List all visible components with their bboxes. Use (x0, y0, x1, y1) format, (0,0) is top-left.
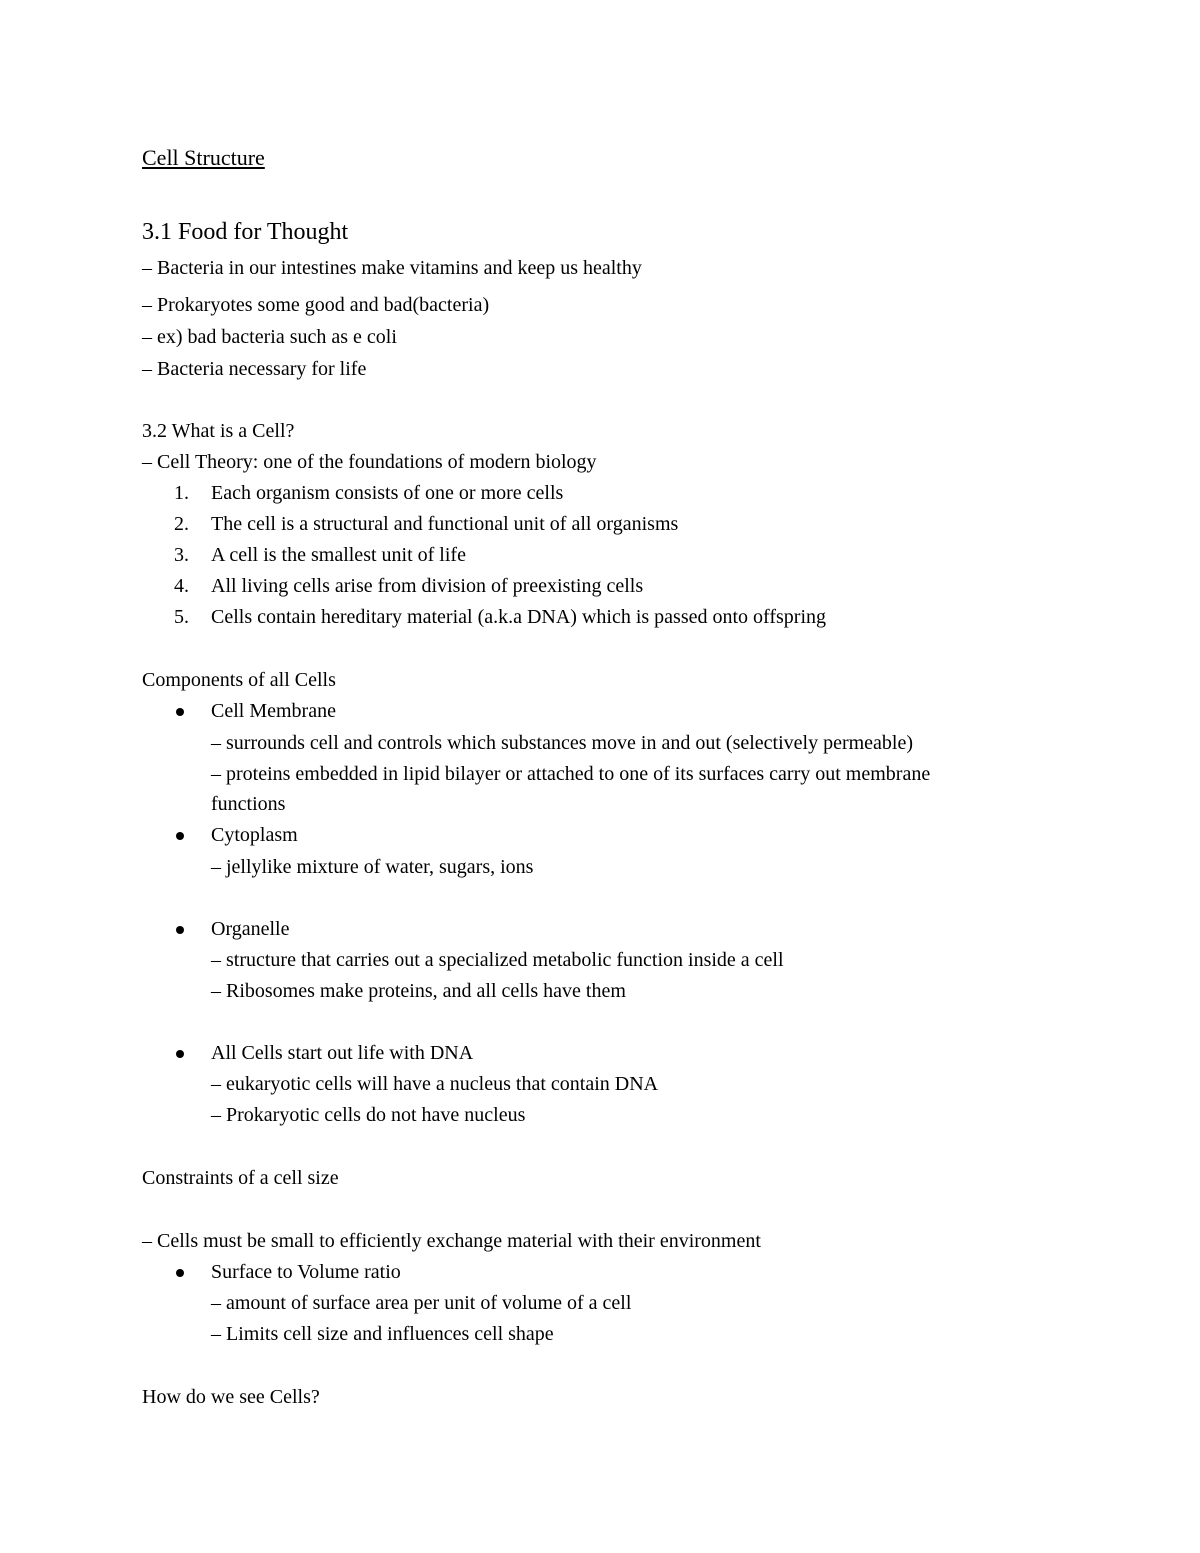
membrane-label: Cell Membrane (211, 700, 336, 722)
list-number: 5. (174, 606, 189, 628)
bullet-icon (176, 1269, 184, 1277)
organelle-label: Organelle (211, 918, 290, 940)
cytoplasm-label: Cytoplasm (211, 824, 298, 846)
s31-line-4: – Bacteria necessary for life (142, 358, 367, 380)
section-3-2-heading: 3.2 What is a Cell? (142, 420, 295, 442)
document-title: Cell Structure (142, 145, 265, 170)
list-item: The cell is a structural and functional unit of all organisms (211, 513, 679, 535)
s32-intro: – Cell Theory: one of the foundations of modern biology (142, 451, 597, 473)
s31-line-3: – ex) bad bacteria such as e coli (142, 326, 397, 348)
list-item: All living cells arise from division of preexisting cells (211, 575, 644, 597)
list-number: 1. (174, 482, 189, 504)
s31-line-1: – Bacteria in our intestines make vitamins and keep us healthy (142, 257, 642, 279)
ratio-line-2: – Limits cell size and influences cell shape (211, 1323, 554, 1345)
section-3-1-heading: 3.1 Food for Thought (142, 219, 349, 245)
ratio-label: Surface to Volume ratio (211, 1261, 401, 1283)
dna-line-2: – Prokaryotic cells do not have nucleus (211, 1104, 526, 1126)
list-number: 3. (174, 544, 189, 566)
organelle-line-1: – structure that carries out a specialized metabolic function inside a cell (211, 949, 784, 971)
bullet-icon (176, 832, 184, 840)
bullet-icon (176, 1050, 184, 1058)
list-item: Cells contain hereditary material (a.k.a DNA) which is passed onto offspring (211, 606, 827, 628)
dna-line-1: – eukaryotic cells will have a nucleus that contain DNA (211, 1073, 659, 1095)
components-heading: Components of all Cells (142, 669, 336, 691)
see-cells-heading: How do we see Cells? (142, 1386, 320, 1408)
membrane-line-3: functions (211, 793, 286, 815)
list-number: 4. (174, 575, 189, 597)
membrane-line-1: – surrounds cell and controls which substances move in and out (selectively permeable) (211, 732, 914, 754)
s31-line-2: – Prokaryotes some good and bad(bacteria) (142, 294, 490, 316)
constraints-intro: – Cells must be small to efficiently exchange material with their environment (142, 1230, 761, 1252)
bullet-icon (176, 926, 184, 934)
dna-label: All Cells start out life with DNA (211, 1042, 474, 1064)
ratio-line-1: – amount of surface area per unit of volume of a cell (211, 1292, 632, 1314)
list-item: Each organism consists of one or more cells (211, 482, 564, 504)
list-item: A cell is the smallest unit of life (211, 544, 466, 566)
membrane-line-2: – proteins embedded in lipid bilayer or attached to one of its surfaces carry out membrane (211, 763, 931, 785)
bullet-icon (176, 708, 184, 716)
constraints-heading: Constraints of a cell size (142, 1167, 339, 1189)
organelle-line-2: – Ribosomes make proteins, and all cells have them (211, 980, 626, 1002)
list-number: 2. (174, 513, 189, 535)
cytoplasm-line-1: – jellylike mixture of water, sugars, ions (211, 856, 534, 878)
